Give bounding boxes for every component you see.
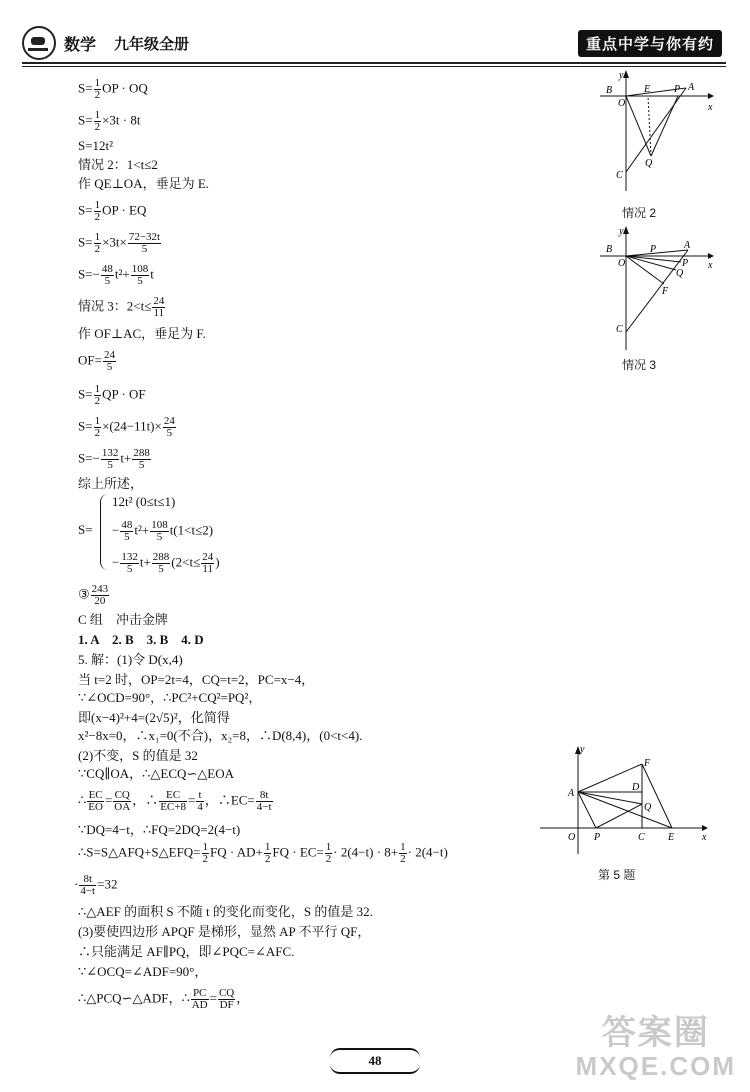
label-C: C [638, 832, 645, 843]
text-line-17: C 组 冲击金牌 [78, 612, 168, 627]
label-A: A [688, 82, 695, 93]
label-x: x [702, 832, 707, 843]
fraction: $\frac{1}{2}$ [202, 841, 209, 865]
text-line-11: OF= $\frac{24}{5}$ [78, 349, 115, 373]
y-axis-arrow [623, 226, 629, 234]
fraction: $\frac{24}{11}$ [202, 551, 214, 575]
text-line-25: ∵CQ∥OA，∴△ECQ∽△EOA [78, 766, 234, 781]
text-line-16: ③ $\frac{243}{20}$ [78, 583, 109, 607]
text-line-4: 情况 2：1<t≤2 [78, 157, 158, 172]
text-line-6: S= $\frac{1}{2}$ OP · EQ [78, 199, 147, 223]
fraction: $\frac{EC}{EO}$ [88, 789, 103, 813]
segment-OQ [626, 96, 651, 156]
label-A: A [684, 240, 691, 251]
label-C: C [616, 324, 623, 335]
piecewise-case-3: − $\frac{132}{5}$ t+ $\frac{288}{5}$ (2<t≤ $\frac{24}{11}$ ) [112, 551, 220, 575]
fraction: $\frac{288}{5}$ [152, 551, 170, 575]
y-axis-arrow [623, 70, 629, 78]
text-line-2: S= $\frac{1}{2}$ ×3t · 8t [78, 109, 141, 133]
label-O: O [618, 258, 626, 269]
label-E: E [668, 832, 675, 843]
figure-problem-5-caption: 第 5 题 [598, 868, 636, 882]
x-axis-arrow [708, 253, 714, 259]
watermark: 答案圈 MXQE.COM [575, 1014, 736, 1081]
label-E: E [644, 84, 651, 95]
fraction: $\frac{108}{5}$ [151, 519, 168, 543]
fraction: $\frac{1}{2}$ [94, 199, 101, 223]
label-F: F [662, 286, 669, 297]
fraction: $\frac{EC}{EC+8}$ [160, 789, 186, 813]
piecewise-brace [100, 494, 109, 570]
fraction: $\frac{24}{5}$ [103, 349, 115, 373]
fraction: $\frac{1}{2}$ [94, 415, 101, 439]
fraction: $\frac{8t}{4-t}$ [80, 873, 96, 897]
header-left [22, 26, 189, 60]
text-line-1: S= $\frac{1}{2}$ OP · OQ [78, 77, 148, 101]
fraction: $\frac{t}{4}$ [197, 789, 203, 813]
figure-case-3-caption: 情况 3 [622, 358, 657, 372]
label-A: A [568, 788, 575, 799]
fraction: $\frac{288}{5}$ [133, 447, 150, 471]
segment-CA [626, 88, 686, 172]
text-line-31: (3)要使四边形 APQF 是梯形，显然 AP 不平行 QF， [78, 924, 371, 939]
label-C: C [616, 170, 623, 181]
text-line-8: S=− $\frac{48}{5}$ t²+ $\frac{108}{5}$ t [78, 263, 154, 287]
label-O: O [568, 832, 576, 843]
label-D: D [632, 782, 640, 793]
figure-case-2 [596, 66, 716, 196]
fraction: $\frac{1}{2}$ [94, 109, 101, 133]
label-Q: Q [644, 802, 652, 813]
label-x: x [708, 102, 713, 113]
text-line-9: 情况 3：2<t≤ $\frac{24}{11}$ [78, 295, 165, 319]
segment-OP [626, 256, 681, 262]
fraction: $\frac{132}{5}$ [121, 551, 138, 575]
text-line-13: S= $\frac{1}{2}$ ×(24−11t)× $\frac{24}{5}$ [78, 415, 175, 439]
text-line-22: 即(x−4)²+4=(2√5)²，化简得 [78, 710, 230, 725]
segment-OA [626, 250, 688, 256]
page-number: 48 [330, 1048, 420, 1074]
text-line-32: ∴只能满足 AF∥PQ，即∠PQC=∠AFC. [78, 944, 295, 959]
fraction: $\frac{24}{5}$ [163, 415, 175, 439]
text-line-7: S= $\frac{1}{2}$ ×3t× $\frac{72-32t}{5}$ [78, 231, 161, 255]
text-line-27: ∵DQ=4−t，∴FQ=2DQ=2(4−t) [78, 822, 241, 837]
text-line-33: ∵∠OCQ=∠ADF=90°， [78, 964, 208, 979]
label-P: P [674, 84, 681, 95]
fraction: $\frac{1}{2}$ [325, 841, 332, 865]
segment-QP [651, 96, 678, 156]
fraction: $\frac{8t}{4-t}$ [256, 789, 272, 813]
label-P2: P [682, 258, 689, 269]
fraction: $\frac{243}{20}$ [91, 583, 109, 607]
label-y: y [580, 744, 585, 755]
text-line-15: 综上所述， [78, 476, 144, 491]
figure-case-2-caption: 情况 2 [622, 206, 657, 220]
segment-OF [626, 256, 664, 284]
label-F: F [644, 758, 651, 769]
fraction: $\frac{1}{2}$ [94, 383, 101, 407]
piecewise-case-2: − $\frac{48}{5}$ t²+ $\frac{108}{5}$ t(1<t≤2) [112, 519, 214, 543]
text-line-19: 5. 解：(1)令 D(x,4) [78, 652, 183, 667]
header-grade: 九年级全册 [114, 35, 190, 53]
book-logo-icon [22, 26, 56, 60]
figure-case-3 [596, 222, 716, 352]
header-subject: 数学 [64, 36, 97, 54]
text-line-29: · $\frac{8t}{4-t}$ =32 [74, 873, 118, 897]
figure-problem-5 [536, 742, 712, 860]
fraction: $\frac{CQ}{DF}$ [218, 987, 235, 1011]
fraction: $\frac{48}{5}$ [101, 263, 113, 287]
text-line-26: ∴ $\frac{EC}{EO}$ = $\frac{CQ}{OA}$ ，∴ $\frac{EC}{EC+8}$ = $\frac{t}{4}$ ，∴EC= $\frac{8t}{4-t}$ [78, 789, 272, 813]
piecewise-case-1: 12t² (0≤t≤1) [112, 494, 176, 509]
text-line-18: 1. A 2. B 3. B 4. D [78, 632, 204, 647]
fraction: $\frac{1}{2}$ [94, 231, 101, 255]
label-O: O [618, 98, 626, 109]
text-line-10: 作 OF⊥AC，垂足为 F. [78, 326, 206, 341]
fraction: $\frac{132}{5}$ [101, 447, 119, 471]
x-axis-arrow [708, 93, 714, 99]
text-line-14: S=− $\frac{132}{5}$ t+ $\frac{288}{5}$ [78, 447, 150, 471]
text-line-5: 作 QE⊥OA，垂足为 E. [78, 176, 210, 191]
fraction: $\frac{48}{5}$ [121, 519, 133, 543]
label-Q: Q [676, 268, 684, 279]
label-y: y [619, 226, 624, 237]
text-line-21: ∵∠OCD=90°，∴PC²+CQ²=PQ²， [78, 690, 262, 705]
segment-QE [648, 96, 651, 156]
label-P: P [650, 244, 657, 255]
label-Q: Q [645, 158, 653, 169]
label-y: y [619, 70, 624, 81]
x-axis-arrow [702, 825, 708, 831]
text-line-30: ∴△AEF 的面积 S 不随 t 的变化而变化，S 的值是 32. [78, 904, 373, 919]
label-B: B [606, 244, 613, 255]
fraction: $\frac{CQ}{OA}$ [114, 789, 131, 813]
fraction: $\frac{108}{5}$ [131, 263, 149, 287]
text-line-24: (2)不变，S 的值是 32 [78, 748, 198, 763]
text-line-20: 当 t=2 时，OP=2t=4，CQ=t=2，PC=x−4， [78, 672, 315, 687]
segment-OQ [626, 256, 676, 270]
fraction: $\frac{1}{2}$ [94, 77, 101, 101]
fraction: $\frac{1}{2}$ [264, 841, 271, 865]
text-line-28: ∴S=S△AFQ+S△EFQ= $\frac{1}{2}$ FQ · AD+ $\frac{1}{2}$ FQ · EC= $\frac{1}{2}$ · 2(4−t) · 8+ $\frac{1}{2}$ · 2(4−t) [78, 841, 448, 865]
piecewise-label: S= [78, 522, 93, 537]
text-line-23: x²−8x=0，∴x₁=0(不合)，x₂=8，∴D(8,4)，(0<t<4). [78, 728, 363, 743]
label-B: B [606, 85, 613, 96]
text-line-12: S= $\frac{1}{2}$ QP · OF [78, 383, 146, 407]
fraction: $\frac{1}{2}$ [400, 841, 406, 865]
text-line-3: S=12t² [78, 138, 114, 153]
label-x: x [708, 260, 713, 271]
text-line-34: ∴△PCQ∽△ADF，∴ $\frac{PC}{AD}$ = $\frac{CQ}{DF}$ ， [78, 987, 250, 1011]
fraction: $\frac{PC}{AD}$ [191, 987, 208, 1011]
segment-AQ [578, 792, 642, 804]
fraction: $\frac{72-32t}{5}$ [128, 231, 161, 255]
header-series: 重点中学与你有约 [578, 30, 722, 57]
label-P: P [594, 832, 601, 843]
fraction: $\frac{24}{11}$ [153, 295, 165, 319]
